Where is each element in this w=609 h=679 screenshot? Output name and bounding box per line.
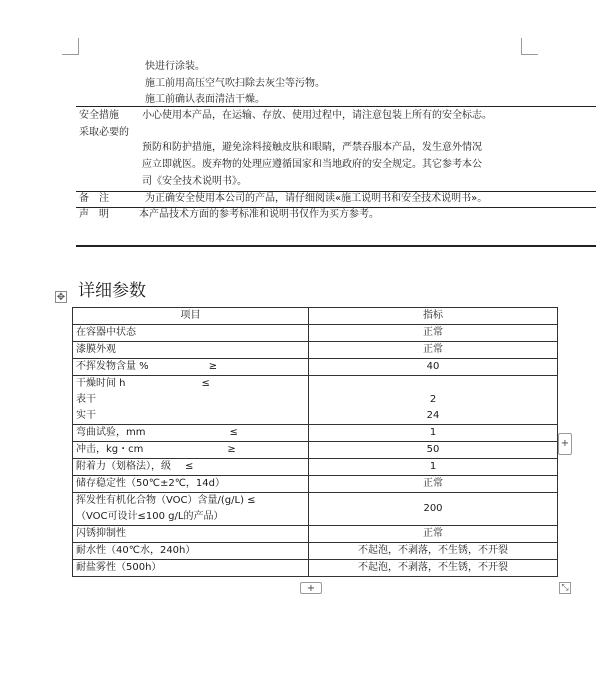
table-row xyxy=(73,493,558,526)
table-row xyxy=(73,342,558,359)
table-row xyxy=(73,543,558,560)
text-line: 施工前用高压空气吹扫除去灰尘等污物。 xyxy=(145,78,325,89)
row-item xyxy=(73,359,309,376)
row-value: 正常 xyxy=(309,526,558,543)
table-row xyxy=(73,526,558,543)
row-item xyxy=(73,425,309,442)
item-text: 不挥发物含量 % xyxy=(76,361,149,372)
table-resize-icon[interactable]: ⤡ xyxy=(559,582,571,594)
safety-label: 安全措施 xyxy=(79,110,119,121)
row-value: 200 xyxy=(309,493,558,526)
row-value: 1 xyxy=(309,425,558,442)
operator: ≥ xyxy=(208,361,218,372)
table-row xyxy=(73,560,558,577)
safety-text: 预防和防护措施，避免涂料接触皮肤和眼睛，严禁吞服本产品，发生意外情况 xyxy=(142,142,482,153)
item-text: 附着力（划格法），级 xyxy=(76,461,171,472)
safety-text: 司《安全技术说明书》。 xyxy=(142,176,247,187)
operator: ≤ xyxy=(229,427,238,438)
add-column-button[interactable]: + xyxy=(558,433,572,455)
text-line: 快进行涂装。 xyxy=(145,61,205,72)
table-row xyxy=(73,325,558,342)
section-divider xyxy=(76,245,596,247)
sub-item: 实干 xyxy=(76,410,96,421)
row-value: 不起泡，不剥落，不生锈，不开裂 xyxy=(309,543,558,560)
table-row xyxy=(73,376,558,425)
table-row xyxy=(73,459,558,476)
item-text: 弯曲试验，mm xyxy=(76,427,146,438)
row-value: 40 xyxy=(309,359,558,376)
sub-value: 24 xyxy=(426,410,440,421)
safety-label-2: 采取必要的 xyxy=(79,127,129,138)
row-item xyxy=(73,442,309,459)
divider xyxy=(76,106,596,107)
row-item: 闪锈抑制性 xyxy=(73,526,309,543)
add-row-button[interactable]: + xyxy=(300,582,322,594)
row-item: 储存稳定性（50℃±2℃，14d） xyxy=(73,476,309,493)
text-line: 施工前确认表面清洁干燥。 xyxy=(145,94,265,105)
item-text: 冲击，kg・cm xyxy=(76,444,144,455)
header-value: 指标 xyxy=(309,308,558,325)
parameter-table xyxy=(72,307,558,577)
row-item: 漆膜外观 xyxy=(73,342,309,359)
row-item xyxy=(73,459,309,476)
item-text: 挥发性有机化合物（VOC）含量/(g/L) ≤ xyxy=(76,495,256,506)
table-row xyxy=(73,425,558,442)
table-row xyxy=(73,476,558,493)
header-item: 项目 xyxy=(73,308,309,325)
table-row xyxy=(73,442,558,459)
row-value xyxy=(309,376,558,425)
row-value: 不起泡，不剥落，不生锈，不开裂 xyxy=(309,560,558,577)
statement-label: 声 明 xyxy=(79,209,109,220)
row-value: 正常 xyxy=(309,325,558,342)
row-item: 耐水性（40℃水，240h） xyxy=(73,543,309,560)
item-text-2: （VOC可设计≤100 g/L的产品） xyxy=(76,511,224,522)
row-value: 正常 xyxy=(309,342,558,359)
note-text: 为正确安全使用本公司的产品，请仔细阅读«施工说明书和安全技术说明书»。 xyxy=(145,193,488,204)
sub-item: 表干 xyxy=(76,394,96,405)
page-corner-mark-left xyxy=(62,38,79,55)
operator: ≥ xyxy=(227,444,236,455)
row-item: 耐盐雾性（500h） xyxy=(73,560,309,577)
statement-text: 本产品技术方面的参考标准和说明书仅作为买方参考。 xyxy=(139,209,379,220)
row-item xyxy=(73,376,309,425)
table-row xyxy=(73,359,558,376)
section-title: 详细参数 xyxy=(78,281,146,301)
operator: ≤ xyxy=(201,378,210,389)
note-label: 备 注 xyxy=(79,193,109,204)
row-item: 在容器中状态 xyxy=(73,325,309,342)
row-value: 1 xyxy=(309,459,558,476)
row-item xyxy=(73,493,309,526)
item-text: 干燥时间 h xyxy=(76,378,126,389)
sub-value: 2 xyxy=(429,394,437,405)
operator: ≤ xyxy=(185,461,194,472)
safety-text: 应立即就医。废弃物的处理应遵循国家和当地政府的安全规定。其它参考本公 xyxy=(142,159,482,170)
row-value: 正常 xyxy=(309,476,558,493)
table-move-icon[interactable]: ✥ xyxy=(56,292,66,303)
row-value: 50 xyxy=(309,442,558,459)
page-corner-mark-right xyxy=(521,38,538,55)
table-header-row xyxy=(73,308,558,325)
safety-text: 小心使用本产品，在运输、存放、使用过程中，请注意包装上所有的安全标志。 xyxy=(142,110,492,121)
